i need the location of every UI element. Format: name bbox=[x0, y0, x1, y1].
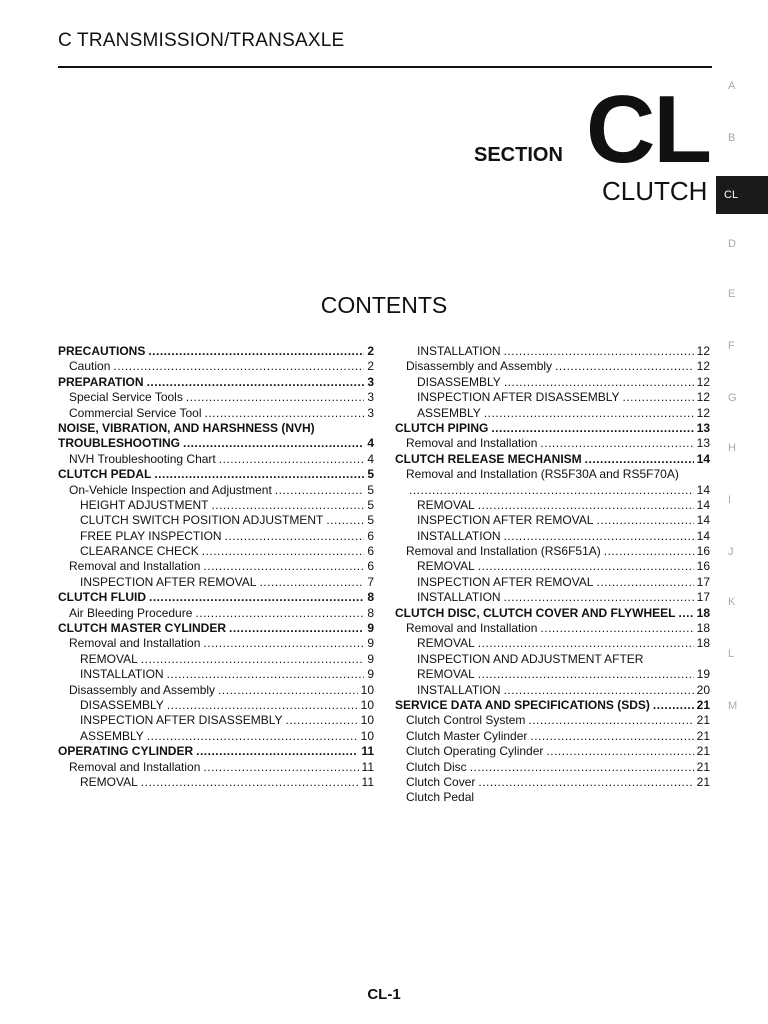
toc-entry-page: 6 bbox=[367, 528, 374, 543]
toc-entry-title: Clutch Cover bbox=[406, 774, 476, 789]
toc-entry-title: HEIGHT ADJUSTMENT bbox=[80, 497, 209, 512]
toc-leader-dots bbox=[596, 513, 693, 528]
toc-entry-page: 17 bbox=[696, 574, 710, 589]
toc-leader-dots bbox=[196, 744, 358, 759]
toc-entry-page: 16 bbox=[696, 559, 710, 574]
toc-leader-dots bbox=[286, 713, 358, 728]
toc-entry-title: Removal and Installation bbox=[69, 559, 201, 574]
toc-entry-page: 9 bbox=[367, 651, 374, 666]
toc-entry[interactable] bbox=[395, 683, 710, 698]
toc-leader-dots bbox=[596, 575, 693, 590]
index-tab-k[interactable]: K bbox=[728, 596, 736, 608]
toc-leader-dots bbox=[229, 621, 364, 636]
index-tab-h[interactable]: H bbox=[728, 442, 736, 454]
toc-leader-dots bbox=[470, 760, 694, 775]
toc-entry[interactable] bbox=[58, 683, 374, 698]
toc-entry-title: INSTALLATION bbox=[80, 667, 164, 682]
chapter-header: C TRANSMISSION/TRANSAXLE bbox=[58, 30, 345, 51]
toc-entry-page: 10 bbox=[360, 697, 374, 712]
index-tab-i[interactable]: I bbox=[728, 494, 732, 506]
toc-entry-page: 10 bbox=[360, 713, 374, 728]
toc-entry-page: 21 bbox=[696, 744, 710, 759]
toc-entry-page: 14 bbox=[696, 482, 710, 497]
toc-entry[interactable] bbox=[58, 421, 374, 436]
toc-entry-title: Removal and Installation bbox=[69, 636, 201, 651]
toc-entry[interactable] bbox=[395, 498, 710, 513]
toc-entry[interactable] bbox=[395, 406, 710, 421]
toc-leader-dots bbox=[141, 652, 365, 667]
toc-leader-dots bbox=[148, 344, 364, 359]
toc-leader-dots bbox=[211, 498, 364, 513]
toc-leader-dots bbox=[183, 436, 364, 451]
toc-entry-title: CLUTCH PIPING bbox=[395, 420, 489, 435]
toc-entry-page: 11 bbox=[361, 759, 374, 774]
index-tab-cl[interactable]: CL bbox=[716, 176, 768, 214]
toc-entry[interactable] bbox=[395, 390, 710, 405]
toc-leader-dots bbox=[528, 713, 693, 728]
toc-entry-title: CLUTCH MASTER CYLINDER bbox=[58, 621, 226, 636]
toc-entry-page: 21 bbox=[696, 697, 710, 712]
toc-entry-title: Commercial Service Tool bbox=[69, 405, 202, 420]
toc-entry-title: NOISE, VIBRATION, AND HARSHNESS (NVH) bbox=[58, 420, 315, 435]
toc-entry[interactable] bbox=[58, 575, 374, 590]
toc-entry-page: 18 bbox=[696, 605, 710, 620]
toc-entry[interactable] bbox=[58, 375, 374, 390]
toc-entry-title: INSTALLATION bbox=[417, 344, 501, 358]
toc-leader-dots bbox=[504, 529, 694, 544]
section-title: CLUTCH bbox=[602, 176, 708, 206]
toc-entry[interactable] bbox=[58, 698, 374, 713]
toc-leader-dots bbox=[530, 729, 693, 744]
toc-entry[interactable] bbox=[395, 744, 710, 759]
toc-leader-dots bbox=[147, 375, 365, 390]
toc-leader-dots bbox=[546, 744, 693, 759]
toc-leader-dots bbox=[555, 359, 694, 374]
toc-leader-dots bbox=[205, 406, 365, 421]
toc-leader-dots bbox=[218, 683, 358, 698]
toc-entry-title: Clutch Pedal bbox=[406, 790, 475, 805]
toc-entry-title: INSPECTION AND ADJUSTMENT AFTER bbox=[417, 651, 644, 666]
toc-right-column bbox=[395, 344, 710, 806]
toc-leader-dots bbox=[478, 498, 694, 513]
toc-entry[interactable] bbox=[395, 667, 710, 682]
toc-entry[interactable] bbox=[58, 467, 374, 482]
toc-entry-page: 18 bbox=[696, 621, 710, 636]
toc-leader-dots bbox=[678, 606, 693, 621]
toc-entry-title: REMOVAL bbox=[417, 497, 475, 512]
toc-entry[interactable] bbox=[58, 436, 374, 451]
toc-leader-dots bbox=[167, 667, 365, 682]
toc-entry-page: 2 bbox=[367, 359, 374, 374]
toc-entry-title: Clutch Operating Cylinder bbox=[406, 744, 544, 759]
toc-entry-title: INSPECTION AFTER REMOVAL bbox=[80, 574, 257, 589]
toc-leader-dots bbox=[259, 575, 364, 590]
toc-entry[interactable] bbox=[395, 344, 710, 359]
toc-leader-dots bbox=[225, 529, 365, 544]
toc-entry-page: 5 bbox=[367, 482, 374, 497]
toc-entry-title: INSPECTION AFTER DISASSEMBLY bbox=[417, 390, 620, 405]
toc-entry-page: 4 bbox=[367, 451, 374, 466]
toc-entry-title: CLUTCH PEDAL bbox=[58, 467, 152, 482]
toc-leader-dots bbox=[203, 760, 358, 775]
toc-entry[interactable] bbox=[395, 359, 710, 374]
toc-entry[interactable] bbox=[58, 606, 374, 621]
toc-entry-title: REMOVAL bbox=[80, 774, 138, 789]
toc-entry-page: 12 bbox=[696, 344, 710, 358]
toc-entry-page: 14 bbox=[696, 528, 710, 543]
toc-entry-page: 6 bbox=[367, 559, 374, 574]
toc-leader-dots bbox=[478, 559, 694, 574]
index-tab-e[interactable]: E bbox=[728, 288, 736, 300]
toc-entry-title: Removal and Installation (RS5F30A and RS5F70A) bbox=[406, 467, 679, 482]
toc-entry-title: Special Service Tools bbox=[69, 390, 183, 405]
toc-entry-title: DISASSEMBLY bbox=[417, 374, 501, 389]
toc-entry[interactable] bbox=[58, 636, 374, 651]
toc-entry[interactable] bbox=[58, 729, 374, 744]
toc-entry[interactable] bbox=[395, 775, 710, 790]
toc-leader-dots bbox=[653, 698, 694, 713]
toc-entry-page: 10 bbox=[360, 682, 374, 697]
toc-entry-title: OPERATING CYLINDER bbox=[58, 744, 194, 759]
toc-entry[interactable] bbox=[58, 359, 374, 374]
toc-entry[interactable] bbox=[395, 421, 710, 436]
toc-entry-page: 8 bbox=[367, 590, 374, 605]
toc-entry-page: 3 bbox=[367, 374, 374, 389]
toc-entry[interactable] bbox=[395, 621, 710, 636]
toc-entry-title: CLUTCH RELEASE MECHANISM bbox=[395, 451, 582, 466]
toc-entry-page: 13 bbox=[696, 420, 710, 435]
toc-entry[interactable] bbox=[395, 529, 710, 544]
toc-entry[interactable] bbox=[58, 344, 374, 359]
toc-leader-dots bbox=[195, 606, 364, 621]
toc-leader-dots bbox=[604, 544, 694, 559]
toc-entry-title: Removal and Installation bbox=[406, 621, 538, 636]
toc-leader-dots bbox=[326, 513, 364, 528]
toc-entry[interactable] bbox=[58, 498, 374, 513]
index-tab-f[interactable]: F bbox=[728, 340, 735, 352]
toc-left-column bbox=[58, 344, 374, 790]
index-tab-m[interactable]: M bbox=[728, 700, 738, 712]
toc-entry-page: 21 bbox=[696, 774, 710, 789]
toc-entry-page: 18 bbox=[696, 636, 710, 651]
toc-leader-dots bbox=[504, 590, 694, 605]
toc-entry[interactable] bbox=[395, 436, 710, 451]
toc-entry-page: 20 bbox=[696, 682, 710, 697]
index-tab-j[interactable]: J bbox=[728, 546, 734, 558]
toc-leader-dots bbox=[149, 590, 364, 605]
toc-leader-dots bbox=[585, 452, 694, 467]
contents-heading: CONTENTS bbox=[320, 292, 448, 318]
toc-entry-title: Removal and Installation bbox=[69, 759, 201, 774]
toc-entry-page: 5 bbox=[367, 467, 374, 482]
toc-leader-dots bbox=[113, 359, 364, 374]
toc-entry-title: CLUTCH FLUID bbox=[58, 590, 146, 605]
toc-entry[interactable] bbox=[395, 713, 710, 728]
toc-entry[interactable] bbox=[58, 713, 374, 728]
toc-entry-title: Clutch Master Cylinder bbox=[406, 728, 528, 743]
toc-leader-dots bbox=[202, 544, 365, 559]
toc-entry[interactable] bbox=[58, 652, 374, 667]
index-tab-d[interactable]: D bbox=[728, 238, 736, 250]
toc-entry-title: REMOVAL bbox=[80, 651, 138, 666]
section-code: CL bbox=[586, 76, 710, 183]
toc-entry[interactable] bbox=[58, 544, 374, 559]
toc-entry-page: 5 bbox=[367, 513, 374, 528]
toc-leader-dots bbox=[540, 436, 693, 451]
toc-entry-page: 14 bbox=[696, 513, 710, 528]
toc-entry-title: TROUBLESHOOTING bbox=[58, 436, 180, 451]
toc-entry-title: Disassembly and Assembly bbox=[69, 682, 216, 697]
toc-leader-dots bbox=[141, 775, 359, 790]
toc-entry-title: SERVICE DATA AND SPECIFICATIONS (SDS) bbox=[395, 697, 650, 712]
toc-entry-page: 12 bbox=[696, 390, 710, 405]
toc-entry[interactable] bbox=[395, 559, 710, 574]
toc-entry-title: Air Bleeding Procedure bbox=[69, 605, 193, 620]
index-tab-l[interactable]: L bbox=[728, 648, 735, 660]
toc-entry[interactable] bbox=[395, 652, 710, 667]
toc-entry[interactable] bbox=[58, 590, 374, 605]
toc-entry-title: Removal and Installation bbox=[406, 436, 538, 451]
toc-entry[interactable] bbox=[58, 744, 374, 759]
toc-entry-page: 9 bbox=[367, 636, 374, 651]
toc-entry-title: FREE PLAY INSPECTION bbox=[80, 528, 222, 543]
section-label: SECTION bbox=[474, 144, 563, 166]
toc-entry[interactable] bbox=[395, 636, 710, 651]
toc-entry-title: CLUTCH SWITCH POSITION ADJUSTMENT bbox=[80, 513, 324, 528]
toc-leader-dots bbox=[504, 683, 694, 698]
toc-entry[interactable] bbox=[395, 760, 710, 775]
toc-entry[interactable] bbox=[395, 606, 710, 621]
toc-leader-dots bbox=[484, 406, 694, 421]
toc-entry[interactable] bbox=[58, 760, 374, 775]
toc-entry-page: 12 bbox=[696, 405, 710, 420]
toc-leader-dots bbox=[504, 375, 694, 390]
toc-entry[interactable] bbox=[58, 529, 374, 544]
toc-entry[interactable] bbox=[58, 621, 374, 636]
toc-entry-page: 9 bbox=[367, 621, 374, 636]
toc-entry[interactable] bbox=[395, 729, 710, 744]
toc-leader-dots bbox=[154, 467, 364, 482]
page-number: CL-1 bbox=[367, 986, 401, 1003]
toc-entry-title: REMOVAL bbox=[417, 636, 475, 651]
toc-entry-page: 13 bbox=[696, 436, 710, 451]
toc-entry-title: NVH Troubleshooting Chart bbox=[69, 451, 216, 466]
toc-entry[interactable] bbox=[395, 590, 710, 605]
toc-entry-page: 17 bbox=[696, 590, 710, 605]
toc-leader-dots bbox=[623, 390, 694, 405]
toc-entry[interactable] bbox=[58, 559, 374, 574]
toc-leader-dots bbox=[186, 390, 364, 405]
toc-entry[interactable] bbox=[58, 406, 374, 421]
toc-entry-page: 12 bbox=[696, 359, 710, 374]
toc-leader-dots bbox=[147, 729, 358, 744]
toc-entry[interactable] bbox=[58, 667, 374, 682]
toc-leader-dots bbox=[478, 667, 694, 682]
toc-entry[interactable] bbox=[58, 513, 374, 528]
toc-entry-page: 4 bbox=[367, 436, 374, 451]
toc-entry-page: 9 bbox=[367, 667, 374, 682]
toc-entry-page: 12 bbox=[696, 374, 710, 389]
toc-leader-dots bbox=[504, 344, 694, 359]
toc-entry[interactable] bbox=[395, 452, 710, 467]
toc-entry-title: ASSEMBLY bbox=[417, 405, 481, 420]
toc-entry-title: CLUTCH DISC, CLUTCH COVER AND FLYWHEEL bbox=[395, 605, 676, 620]
toc-entry-page: 21 bbox=[696, 759, 710, 774]
toc-leader-dots bbox=[491, 421, 693, 436]
toc-leader-dots bbox=[167, 698, 358, 713]
toc-leader-dots bbox=[540, 621, 693, 636]
toc-entry-title: INSTALLATION bbox=[417, 590, 501, 605]
toc-leader-dots bbox=[409, 483, 694, 498]
toc-entry-page: 14 bbox=[696, 497, 710, 512]
toc-entry-title: PREPARATION bbox=[58, 374, 144, 389]
toc-entry-page: 6 bbox=[367, 544, 374, 559]
toc-entry[interactable] bbox=[395, 544, 710, 559]
toc-entry-title: CLEARANCE CHECK bbox=[80, 544, 199, 559]
toc-entry-page: 3 bbox=[367, 390, 374, 405]
toc-entry-title: DISASSEMBLY bbox=[80, 697, 164, 712]
toc-entry-page: 19 bbox=[696, 667, 710, 682]
toc-entry-title: Clutch Disc bbox=[406, 759, 467, 774]
toc-entry-title: INSPECTION AFTER DISASSEMBLY bbox=[80, 713, 283, 728]
toc-entry-page: 3 bbox=[367, 405, 374, 420]
toc-entry[interactable] bbox=[58, 390, 374, 405]
toc-entry-title: REMOVAL bbox=[417, 667, 475, 682]
toc-entry-page: 21 bbox=[696, 728, 710, 743]
toc-entry-title: INSPECTION AFTER REMOVAL bbox=[417, 513, 594, 528]
toc-leader-dots bbox=[478, 636, 694, 651]
toc-entry[interactable] bbox=[395, 375, 710, 390]
toc-entry-title: REMOVAL bbox=[417, 559, 475, 574]
toc-entry-page: 10 bbox=[360, 728, 374, 743]
toc-entry-page: 5 bbox=[367, 497, 374, 512]
toc-leader-dots bbox=[219, 452, 365, 467]
toc-entry-title: Removal and Installation (RS6F51A) bbox=[406, 544, 601, 559]
toc-entry-title: Clutch Control System bbox=[406, 713, 526, 728]
toc-entry-title: INSTALLATION bbox=[417, 682, 501, 697]
toc-entry-title: On-Vehicle Inspection and Adjustment bbox=[69, 482, 272, 497]
toc-entry-page: 16 bbox=[696, 544, 710, 559]
toc-entry[interactable] bbox=[58, 483, 374, 498]
toc-entry[interactable] bbox=[58, 452, 374, 467]
toc-entry-page: 21 bbox=[696, 713, 710, 728]
toc-entry-title: PRECAUTIONS bbox=[58, 344, 146, 358]
toc-entry[interactable] bbox=[58, 775, 374, 790]
toc-entry-page: 14 bbox=[696, 451, 710, 466]
toc-entry-page: 11 bbox=[361, 744, 374, 759]
index-tab-g[interactable]: G bbox=[728, 392, 737, 404]
toc-entry[interactable] bbox=[395, 467, 710, 482]
toc-entry[interactable] bbox=[395, 513, 710, 528]
toc-entry-page: 8 bbox=[367, 605, 374, 620]
toc-leader-dots bbox=[203, 636, 364, 651]
toc-entry[interactable] bbox=[395, 790, 710, 805]
toc-entry-title: INSPECTION AFTER REMOVAL bbox=[417, 574, 594, 589]
toc-entry-page: 2 bbox=[367, 344, 374, 358]
index-tab-a[interactable]: A bbox=[728, 80, 736, 92]
index-tab-b[interactable]: B bbox=[728, 132, 736, 144]
toc-entry-title: INSTALLATION bbox=[417, 528, 501, 543]
header-divider bbox=[58, 66, 712, 68]
toc-entry-title: Caution bbox=[69, 359, 111, 374]
toc-entry[interactable] bbox=[395, 483, 710, 498]
toc-leader-dots bbox=[478, 775, 693, 790]
toc-entry[interactable] bbox=[395, 698, 710, 713]
toc-entry-title: ASSEMBLY bbox=[80, 728, 144, 743]
toc-entry-title: Disassembly and Assembly bbox=[406, 359, 553, 374]
toc-leader-dots bbox=[275, 483, 365, 498]
toc-entry-page: 7 bbox=[367, 574, 374, 589]
toc-entry-page: 11 bbox=[361, 774, 374, 789]
toc-leader-dots bbox=[203, 559, 364, 574]
toc-entry[interactable] bbox=[395, 575, 710, 590]
